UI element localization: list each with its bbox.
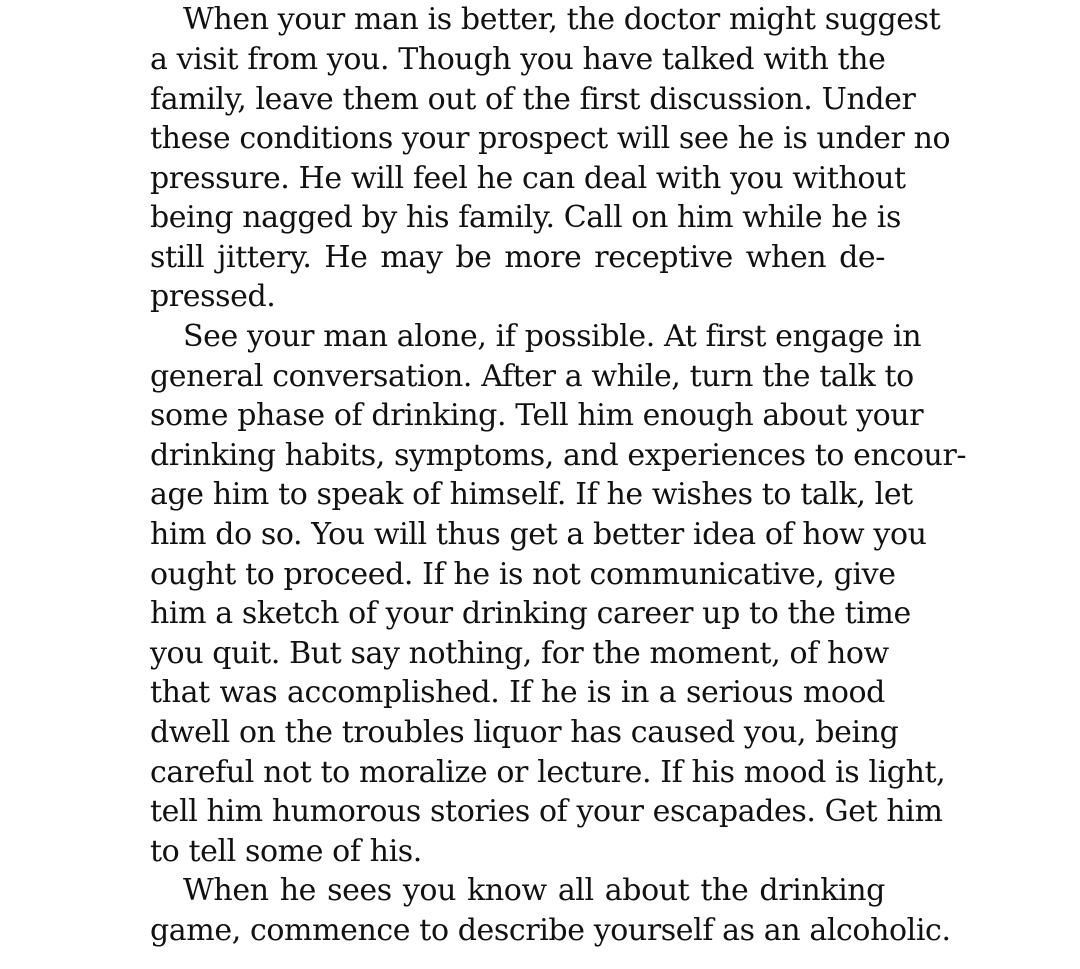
text-line: tell him humorous stories of your escapades. Get him (150, 794, 943, 829)
text-line: When your man is better, the doctor might suggest (183, 2, 941, 37)
text-line: family, leave them out of the first discussion. Under (150, 82, 916, 117)
text-line: age him to speak of himself. If he wishes to talk, let (150, 477, 913, 512)
text-line: him do so. You will thus get a better idea of how you (150, 517, 927, 552)
text-line: careful not to moralize or lecture. If his mood is light, (150, 755, 946, 790)
text-line: that was accomplished. If he is in a serious mood (150, 675, 885, 710)
text-line: game, commence to describe yourself as an alcoholic. (150, 913, 951, 948)
text-line: being nagged by his family. Call on him while he is (150, 200, 901, 235)
text-line: drinking habits, symptoms, and experiences to encour- (150, 438, 967, 473)
text-line: dwell on the troubles liquor has caused you, being (150, 715, 899, 750)
text-line: to tell some of his. (150, 834, 422, 869)
text-line: general conversation. After a while, turn the talk to (150, 359, 914, 394)
text-line: these conditions your prospect will see he is under no (150, 121, 951, 156)
text-line: See your man alone, if possible. At first engage in (183, 319, 922, 354)
text-line: ought to proceed. If he is not communicative, give (150, 557, 896, 592)
text-line: you quit. But say nothing, for the moment, of how (150, 636, 889, 671)
text-line: pressed. (150, 279, 276, 314)
text-line: When he sees you know all about the drinking (183, 873, 885, 908)
text-line: still jittery. He may be more receptive when de- (150, 240, 885, 275)
text-line: pressure. He will feel he can deal with you without (150, 161, 906, 196)
text-line: some phase of drinking. Tell him enough about your (150, 398, 924, 433)
text-line: him a sketch of your drinking career up to the time (150, 596, 911, 631)
text-line: a visit from you. Though you have talked with the (150, 42, 886, 77)
